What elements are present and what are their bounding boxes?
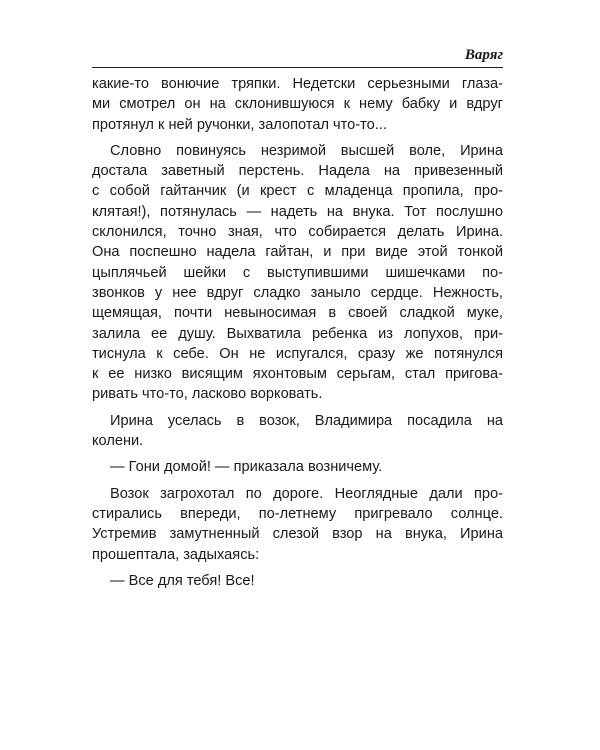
text-line: колени. <box>92 433 144 450</box>
running-head: Варяг <box>464 47 503 63</box>
text-line: залила ее душу. Выхватила ребенка из лопухов, при- <box>92 325 503 342</box>
text-line: Устремив замутненный слезой взор на внука, Ирина <box>92 526 503 543</box>
text-line: Возок загрохотал по дороге. Неоглядные дали про- <box>110 485 503 502</box>
text-line: к ее низко висящим яхонтовым серьгам, стал пригова- <box>92 366 503 383</box>
text-line: стирались впереди, по-летнему пригревало солнце. <box>92 505 503 522</box>
text-line: прошептала, задыхаясь: <box>92 546 260 563</box>
header-rule <box>92 67 503 68</box>
text-line: склонился, точно зная, что собирается делать Ирина. <box>92 224 503 241</box>
text-line: звонков у нее вдруг сладко заныло сердце. Нежность, <box>92 284 503 301</box>
text-line: какие-то вонючие тряпки. Недетски серьезными глаза- <box>92 76 503 92</box>
paragraph <box>92 457 503 477</box>
text-line: с собой гайтанчик (и крест с младенца пропила, про- <box>92 183 503 200</box>
paragraph <box>92 74 503 135</box>
paragraph <box>92 411 503 452</box>
paragraph <box>92 571 503 591</box>
text-line: Она поспешно надела гайтан, и при виде этой тонкой <box>92 244 503 261</box>
paragraph <box>92 484 503 565</box>
text-line: цыплячьей шейки с выступившими шишечками по- <box>92 264 503 281</box>
text-line: — Все для тебя! Все! <box>110 572 255 589</box>
text-line: — Гони домой! — приказала возничему. <box>110 459 383 476</box>
text-line: ривать что-то, ласково ворковать. <box>92 386 323 403</box>
text-line: протянул к ней ручонки, залопотал что-то... <box>92 116 387 133</box>
text-line: Ирина уселась в возок, Владимира посадила на <box>110 412 503 429</box>
body-text <box>92 74 503 591</box>
text-line: щемящая, почти невыносимая в своей сладкой муке, <box>92 305 503 322</box>
paragraph <box>92 141 503 405</box>
text-line: Словно повинуясь незримой высшей воле, Ирина <box>110 142 503 159</box>
text-line: тиснула к себе. Он не испугался, сразу же потянулся <box>92 345 503 362</box>
text-line: клятая!), потянулась — надеть на внука. Тот послушно <box>92 203 503 220</box>
text-line: достала заветный перстень. Надела на привезенный <box>92 163 503 180</box>
text-line: ми смотрел он на склонившуюся к нему бабку и вдруг <box>92 96 503 113</box>
